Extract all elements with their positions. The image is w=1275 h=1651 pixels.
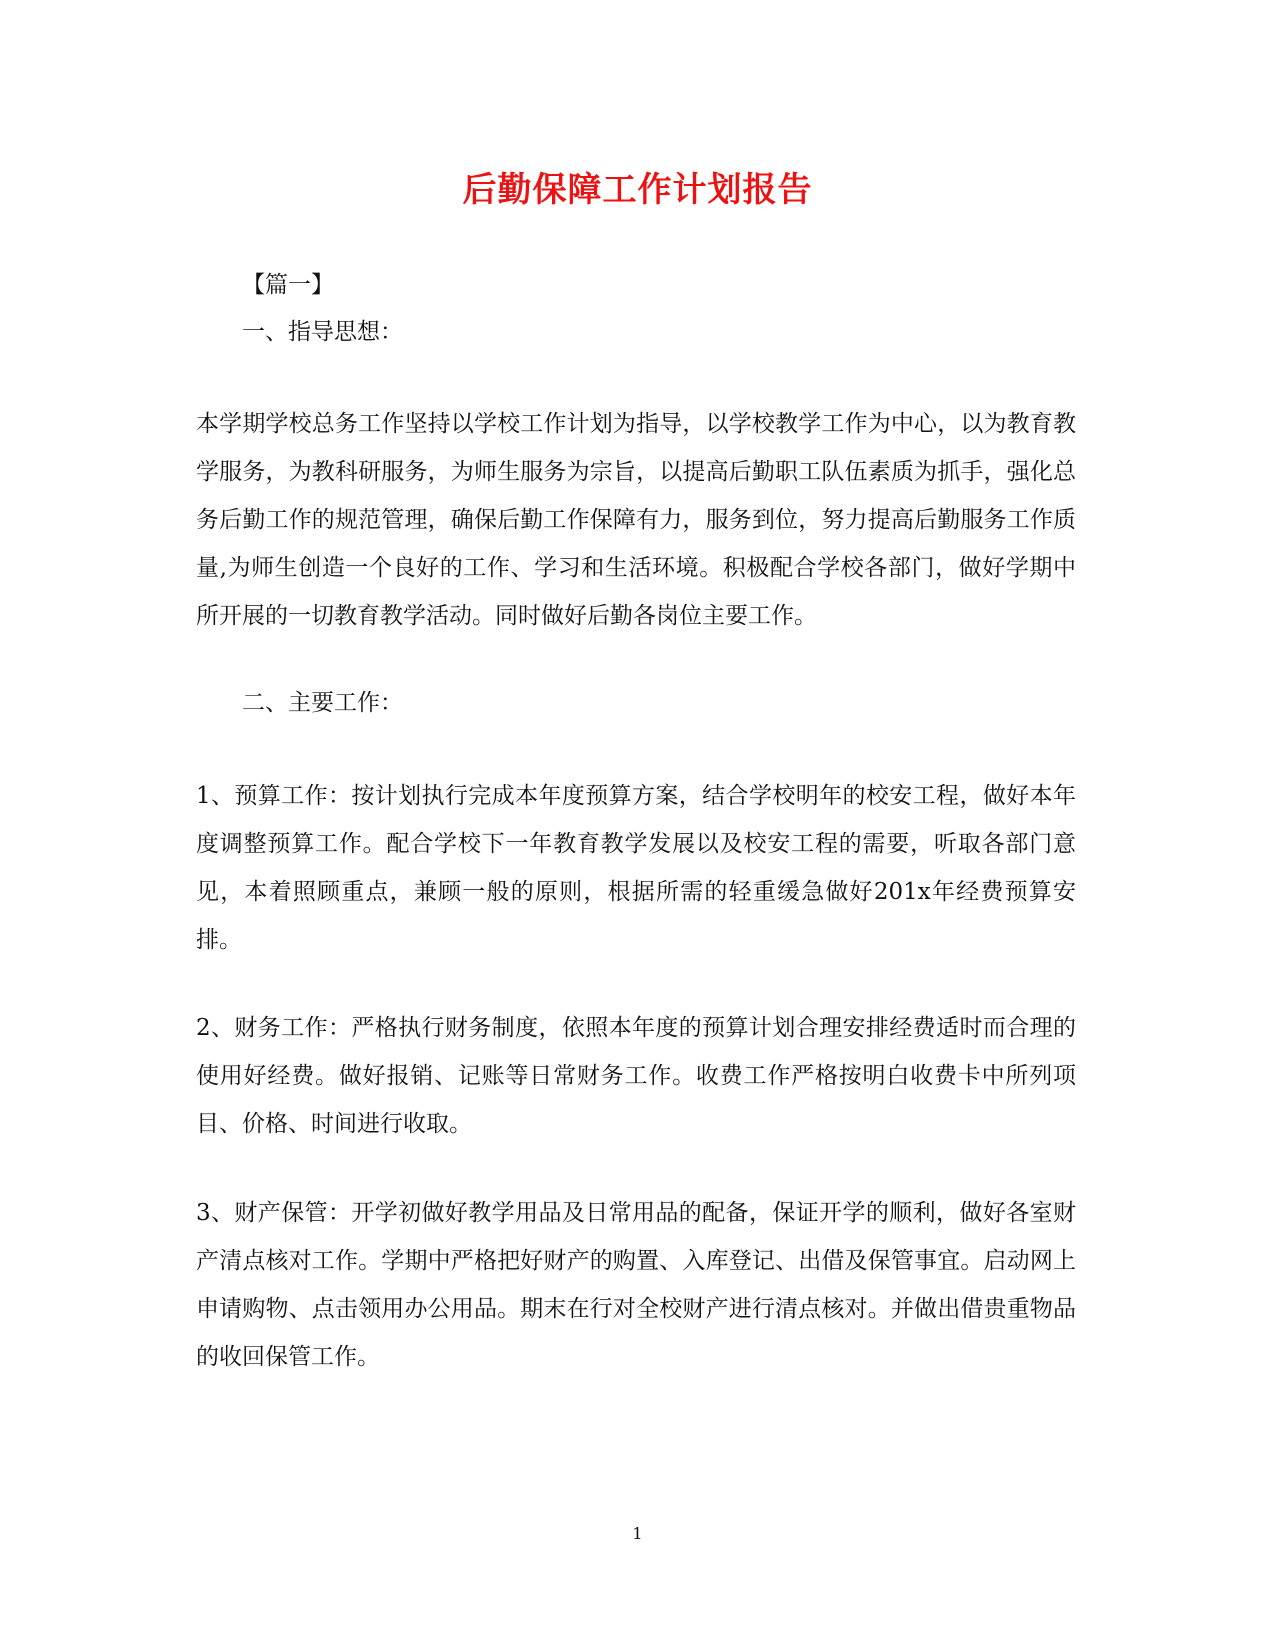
item-budget-work: 1、预算工作：按计划执行完成本年度预算方案，结合学校明年的校安工程，做好本年度调整预算工作。配合学校下一年教育教学发展以及校安工程的需要，听取各部门意见，本着照顾重点，兼顾一般的原则，根据所需的轻重缓急做好201x年经费预算安排。: [196, 783, 1076, 953]
item-property-custody: 3、财产保管：开学初做好教学用品及日常用品的配备，保证开学的顺利，做好各室财产清点核对工作。学期中严格把好财产的购置、入库登记、出借及保管事宜。启动网上申请购物、点击领用办公用品。期末在行对全校财产进行清点核对。并做出借贵重物品的收回保管工作。: [196, 1200, 1076, 1370]
heading-guiding-ideology: 一、指导思想：: [242, 319, 403, 345]
document-title: 后勤保障工作计划报告: [462, 170, 813, 210]
item-finance-work: 2、财务工作：严格执行财务制度，依照本年度的预算计划合理安排经费适时而合理的使用好经费。做好报销、记账等日常财务工作。收费工作严格按明白收费卡中所列项目、价格、时间进行收取。: [196, 1015, 1076, 1137]
page-number: 1: [632, 1524, 643, 1543]
section-label: 【篇一】: [242, 272, 334, 298]
heading-main-work: 二、主要工作：: [242, 690, 403, 716]
paragraph-guiding-ideology: 本学期学校总务工作坚持以学校工作计划为指导，以学校教学工作为中心，以为教育教学服务，为教科研服务，为师生服务为宗旨，以提高后勤职工队伍素质为抓手，强化总务后勤工作的规范管理，确保后勤工作保障有力，服务到位，努力提高后勤服务工作质量,为师生创造一个良好的工作、学习和生活环境。积极配合学校各部门，做好学期中所开展的一切教育教学活动。同时做好后勤各岗位主要工作。: [196, 411, 1076, 629]
